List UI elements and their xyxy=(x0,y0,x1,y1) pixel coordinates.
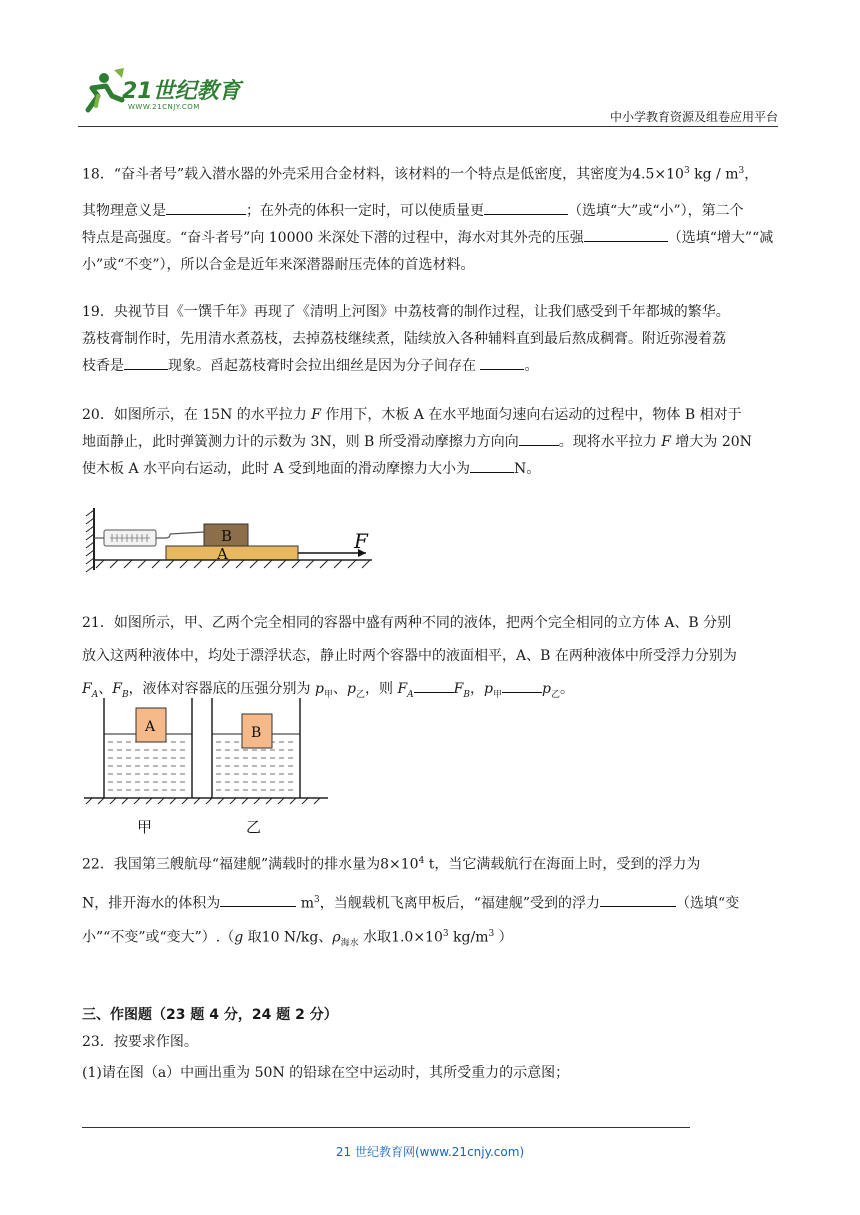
force-subscript: A xyxy=(407,689,414,700)
density-unit: kg / m xyxy=(694,166,739,183)
density-value: 4.5×10 xyxy=(632,166,684,183)
volume-unit-exponent: 3 xyxy=(313,894,320,905)
q18-line-4: 小”或“不变”），所以合金是近年来深潜器耐压壳体的首选材料。 xyxy=(82,256,475,273)
q21-text: ，液体对容器底的压强分别为 xyxy=(128,681,316,697)
density-symbol: ρ xyxy=(332,929,341,946)
label-jia: 甲 xyxy=(137,818,153,836)
question-23-part-1: (1)请在图（a）中画出重为 50N 的铅球在空中运动时，其所受重力的示意图； xyxy=(82,1065,570,1081)
force-subscript: B xyxy=(463,689,470,700)
q22-text: ，当舰载机飞离甲板后，“福建舰”受到的浮力 xyxy=(319,895,601,912)
q20-line-2 xyxy=(82,429,782,456)
punct: 、 xyxy=(318,929,333,946)
q18-text: 18．“奋斗者号”载入潜水器的外壳采用合金材料，该材料的一个特点是低密度，其密度为 xyxy=(82,166,633,183)
cube-b-label: B xyxy=(251,725,262,741)
force-symbol: F xyxy=(397,681,408,697)
cube-a-label: A xyxy=(145,719,156,735)
question-19 xyxy=(82,299,782,380)
answer-blank[interactable] xyxy=(220,890,296,907)
pressure-subscript: 甲 xyxy=(323,689,333,700)
logo-url: WWW.21CNJY.COM xyxy=(128,103,200,111)
answer-blank[interactable] xyxy=(470,456,514,473)
q22-text: 22．我国第三艘航母“福建舰”满载时的排水量为 xyxy=(82,856,381,873)
q18-line-1 xyxy=(82,158,782,189)
pressure-symbol: p xyxy=(541,681,551,697)
label-f: F xyxy=(354,529,368,553)
page-header xyxy=(78,66,778,128)
q22-line-3 xyxy=(82,921,782,957)
answer-blank[interactable] xyxy=(502,676,542,693)
q19-line-1: 19．央视节目《一馔千年》再现了《清明上河图》中荔枝膏的制作过程，让我们感受到千年都城的繁华。 xyxy=(82,304,730,320)
pressure-symbol: p xyxy=(315,681,324,697)
punct: ， xyxy=(470,681,484,697)
containers-diagram xyxy=(82,694,332,844)
volume-unit: m xyxy=(300,895,314,912)
answer-blank[interactable] xyxy=(480,353,524,370)
force-subscript: B xyxy=(121,689,129,700)
q18-text: （选填“大”或“小”），第二个 xyxy=(568,202,744,219)
q18-text: （选填“增大”“减 xyxy=(667,229,774,246)
q22-line-1 xyxy=(82,848,782,879)
force-subscript: A xyxy=(91,689,99,700)
displacement-exponent: 4 xyxy=(418,856,425,866)
q19-text: 枝香是 xyxy=(82,358,124,374)
q20-text: 增大为 20N xyxy=(670,434,752,450)
punct: 、 xyxy=(333,681,347,697)
q19-text: 现象。舀起荔枝膏时会拉出细丝是因为分子间存在 xyxy=(168,358,476,374)
answer-blank[interactable] xyxy=(484,198,568,215)
answer-blank[interactable] xyxy=(414,676,454,693)
force-symbol: F xyxy=(661,434,671,450)
board-a xyxy=(166,546,298,560)
q18-line-3 xyxy=(82,225,782,252)
q22-text: 取 xyxy=(243,929,262,946)
q20-text: 作用下，木板 A 在水平地面匀速向右运动的过程中，物体 B 相对于 xyxy=(320,407,742,423)
q20-text: 地面静止，此时弹簧测力计的示数为 3N，则 B 所受滑动摩擦力方向向 xyxy=(82,434,519,450)
pressure-subscript: 乙 xyxy=(355,689,365,700)
q22-line-2 xyxy=(82,887,782,918)
answer-blank[interactable] xyxy=(600,890,676,907)
runner-logo-icon xyxy=(78,66,126,116)
q22-text: N，排开海水的体积为 xyxy=(82,895,221,912)
density-unit-exponent: 3 xyxy=(738,166,745,176)
gravity-symbol: g xyxy=(234,929,244,946)
seawater-density-value: 1.0×10 xyxy=(391,929,443,946)
question-20 xyxy=(82,402,782,483)
punct: 。 xyxy=(559,681,574,697)
label-a: A xyxy=(217,545,228,563)
q18-text: 特点是高强度。“奋斗者号”向 10000 米深处下潜的过程中，海水对其外壳的压强 xyxy=(82,229,584,246)
punct: 。 xyxy=(524,358,539,374)
pressure-symbol: p xyxy=(347,681,356,697)
q20-text: 。现将水平拉力 xyxy=(558,434,662,450)
footer-link[interactable]: 21 世纪教育网(www.21cnjy.com) xyxy=(335,1145,525,1159)
q20-figure xyxy=(84,506,384,576)
section-3 xyxy=(82,1002,782,1087)
q21-line-1: 21．如图所示，甲、乙两个完全相同的容器中盛有两种不同的液体，把两个完全相同的立方体 A、B 分别 xyxy=(82,615,732,631)
pressure-subscript: 甲 xyxy=(492,689,502,700)
seawater-density-exponent: 3 xyxy=(442,929,449,940)
q22-text: 水取 xyxy=(358,929,392,946)
label-yi: 乙 xyxy=(246,818,262,836)
container-jia xyxy=(104,698,192,798)
punct: 、 xyxy=(98,681,113,697)
q18-text: ；在外壳的体积一定时，可以使质量更 xyxy=(246,202,484,219)
q21-line-2: 放入这两种液体中，均处于漂浮状态，静止时两个容器中的液面相平，A、B 在两种液体中所受浮力分别为 xyxy=(82,648,737,664)
force-symbol: F xyxy=(453,681,464,697)
q20-line-1 xyxy=(82,402,782,429)
punct: ， xyxy=(744,166,759,183)
section-3-title: 三、作图题（23 题 4 分，24 题 2 分） xyxy=(82,1007,338,1023)
q21-figure xyxy=(82,694,332,844)
pressure-symbol: p xyxy=(484,681,493,697)
displacement-unit: t xyxy=(424,856,435,873)
q20-line-3 xyxy=(82,456,782,483)
friction-diagram xyxy=(84,506,384,576)
answer-blank[interactable] xyxy=(124,353,168,370)
seawater-density-unit-exponent: 3 xyxy=(488,929,495,940)
logo-text: 21世纪教育 xyxy=(122,79,241,104)
container-yi xyxy=(212,698,300,798)
displacement-value: 8×10 xyxy=(380,856,419,873)
answer-blank[interactable] xyxy=(584,225,668,242)
label-b: B xyxy=(221,527,233,545)
q22-text: 小”“不变”或“变大”）.（ xyxy=(82,929,235,946)
pressure-subscript: 乙 xyxy=(550,689,560,700)
force-symbol: F xyxy=(311,407,321,423)
answer-blank[interactable] xyxy=(166,198,246,215)
q20-text: N。 xyxy=(514,461,541,477)
answer-blank[interactable] xyxy=(519,429,559,446)
density-subscript: 海水 xyxy=(340,938,359,949)
header-divider xyxy=(78,126,778,127)
q20-text: 20．如图所示，在 15N 的水平拉力 xyxy=(82,407,312,423)
q19-line-2: 荔枝膏制作时，先用清水煮荔枝，去掉荔枝继续煮，陆续放入各种辅料直到最后熬成稠膏。附近弥漫着荔 xyxy=(82,331,726,347)
gravity-value: 10 N/kg xyxy=(261,929,319,946)
punct: ） xyxy=(494,929,513,946)
q18-text: 其物理意义是 xyxy=(82,202,166,219)
density-exponent: 3 xyxy=(683,166,690,176)
seawater-density-unit: kg/m xyxy=(448,929,489,946)
force-symbol: F xyxy=(82,681,92,697)
header-platform-text: 中小学教育资源及组卷应用平台 xyxy=(609,110,778,124)
q18-line-2 xyxy=(82,198,782,225)
q22-text: （选填“变 xyxy=(676,895,740,912)
q21-text: ，则 xyxy=(364,681,398,697)
force-symbol: F xyxy=(112,681,122,697)
q22-text: ，当它满载航行在海面上时，受到的浮力为 xyxy=(434,856,701,873)
footer-divider xyxy=(82,1127,690,1128)
question-18 xyxy=(82,158,782,279)
question-22 xyxy=(82,848,782,958)
q20-text: 使木板 A 水平向右运动，此时 A 受到地面的滑动摩擦力大小为 xyxy=(82,461,471,477)
logo xyxy=(78,66,278,118)
question-23: 23．按要求作图。 xyxy=(82,1034,198,1050)
q19-line-3 xyxy=(82,353,782,380)
